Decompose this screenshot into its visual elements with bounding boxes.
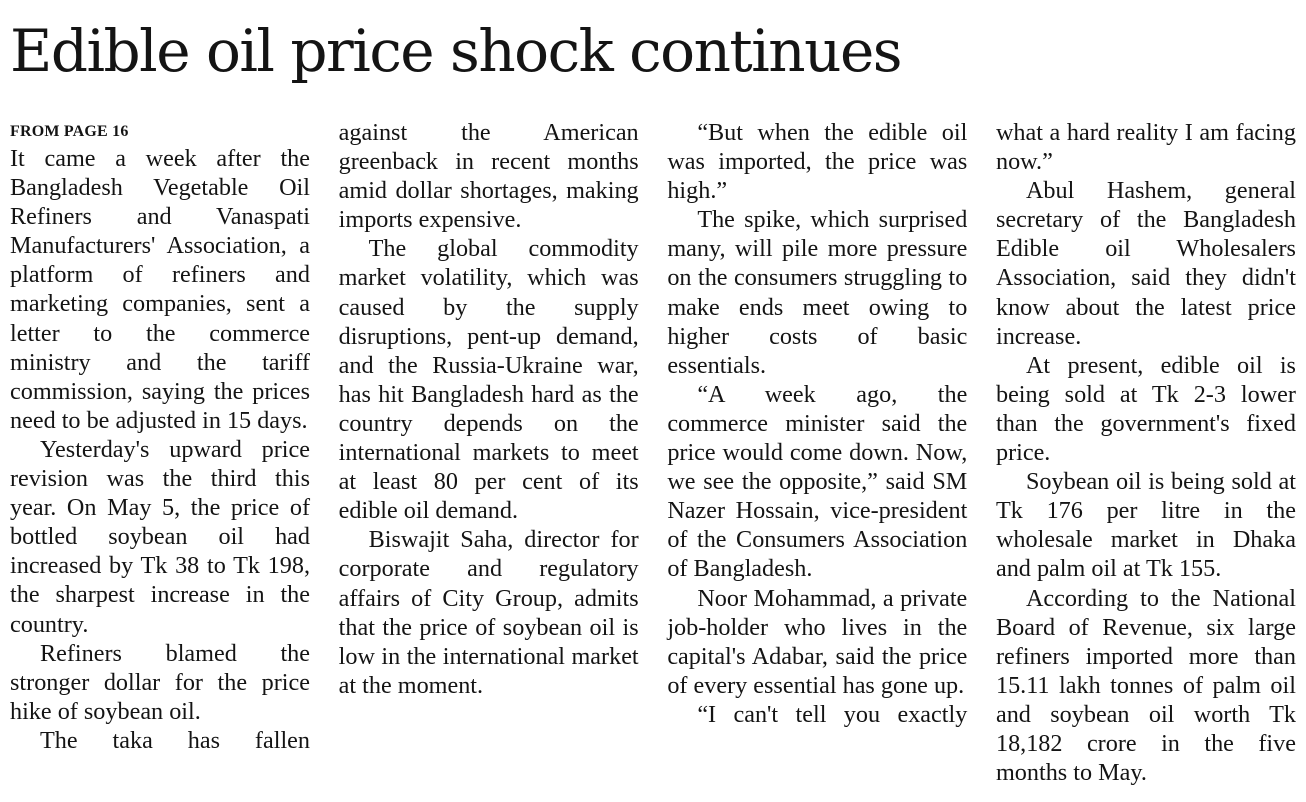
column-4 — [996, 118, 1296, 787]
column-2 — [339, 118, 639, 787]
paragraph: It came a week after the Bangladesh Vegetable Oil Refiners and Vanaspati Manufacturers' Association, a platform of refiners and marketing companies, sent a letter to the commerce ministry and the tariff commission, saying the prices need to be adjusted in 15 days. — [10, 145, 310, 434]
paragraph: Biswajit Saha, director for corporate and regulatory affairs of City Group, admits that the price of soybean oil is low in the international market at the moment. — [338, 526, 639, 699]
paragraph: “But when the edible oil was imported, the price was high.” — [667, 119, 968, 205]
article-body — [10, 118, 1296, 787]
paragraph: “A week ago, the commerce minister said the price would come down. Now, we see the opposite,” said SM Nazer Hossain, vice-president of the Consumers Association of Bangladesh. — [667, 380, 968, 583]
paragraph: According to the National Board of Revenue, six large refiners imported more than 15.11 lakh tonnes of palm oil and soybean oil worth Tk 18,182 crore in the five months to May. — [995, 584, 1296, 787]
headline: Edible oil price shock continues — [10, 17, 902, 85]
paragraph: Soybean oil is being sold at Tk 176 per litre in the wholesale market in Dhaka and palm oil at Tk 155. — [995, 468, 1296, 583]
paragraph: The taka has fallen — [40, 726, 310, 754]
paragraph: Abul Hashem, general secretary of the Bangladesh Edible oil Wholesalers Association, said they didn't know about the latest price increase. — [995, 177, 1296, 350]
paragraph: Yesterday's upward price revision was the third this year. On May 5, the price of bottled soybean oil had increased by Tk 38 to Tk 198, the sharpest increase in the country. — [10, 435, 310, 638]
column-3 — [667, 118, 967, 787]
paragraph: against the American greenback in recent months amid dollar shortages, making imports expensive. — [338, 119, 639, 234]
column-1 — [10, 118, 310, 787]
paragraph: Noor Mohammad, a private job-holder who lives in the capital's Adabar, said the price of every essential has gone up. — [667, 584, 968, 699]
paragraph: The global commodity market volatility, which was caused by the supply disruptions, pent-up demand, and the Russia-Ukraine war, has hit Bangladesh hard as the country depends on the international markets to meet at least 80 per cent of its edible oil demand. — [338, 235, 639, 525]
paragraph: The spike, which surprised many, will pile more pressure on the consumers struggling to make ends meet owing to higher costs of basic essentials. — [667, 206, 968, 379]
paragraph: “I can't tell you exactly — [697, 700, 968, 728]
paragraph: At present, edible oil is being sold at Tk 2-3 lower than the government's fixed price. — [995, 351, 1296, 467]
paragraph: Refiners blamed the stronger dollar for the price hike of soybean oil. — [10, 639, 310, 725]
paragraph: what a hard reality I am facing now.” — [995, 119, 1296, 176]
jump-kicker: FROM PAGE 16 — [10, 123, 129, 140]
